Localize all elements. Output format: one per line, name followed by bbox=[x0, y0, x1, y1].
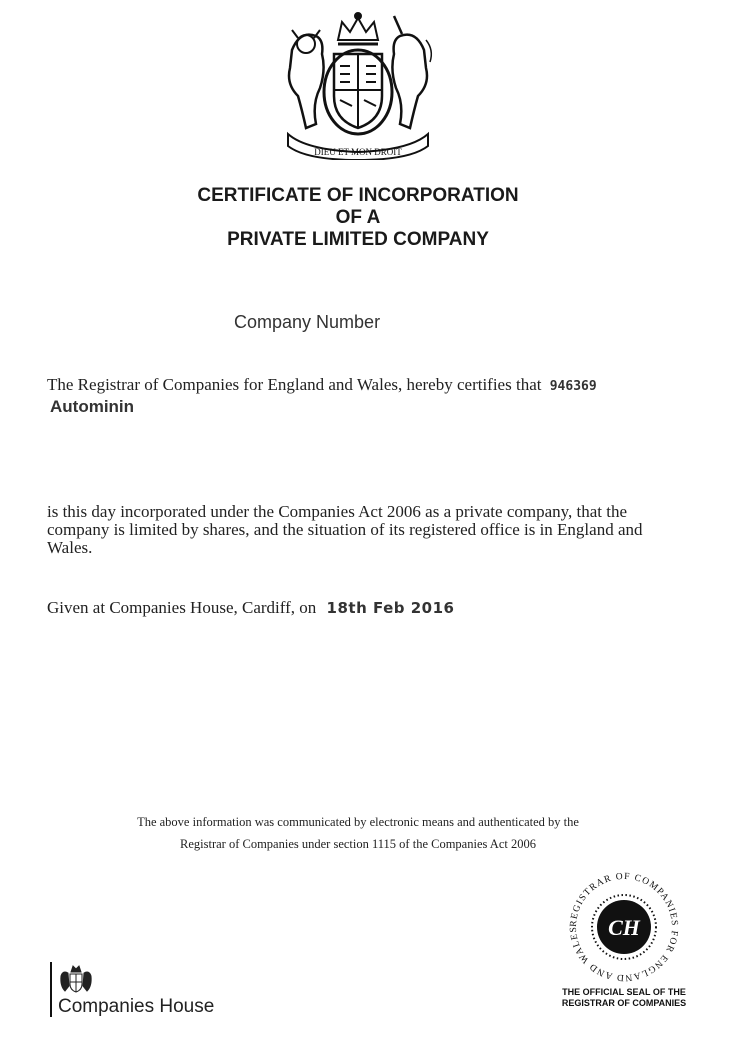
royal-coat-of-arms-icon bbox=[276, 10, 440, 160]
seal-caption bbox=[530, 987, 718, 1009]
company-name: Autominin bbox=[50, 397, 135, 416]
crest-motto: DIEU ET MON DROIT bbox=[314, 147, 402, 157]
certificate-title-line-3: PRIVATE LIMITED COMPANY bbox=[227, 229, 489, 250]
company-number-label: Company Number bbox=[234, 312, 381, 332]
authentication-note-line-1: The above information was communicated by electronic means and authenticated by the bbox=[137, 815, 579, 829]
certificate-title-line-2: OF A bbox=[335, 207, 381, 228]
companies-house-brand-name: Companies House bbox=[58, 996, 215, 1017]
registrar-official-seal-icon bbox=[563, 868, 685, 986]
seal-caption-line-2: REGISTRAR OF COMPANIES bbox=[561, 998, 687, 1008]
incorporation-statement: is this day incorporated under the Companies Act 2006 as a private company, that the company is limited by shares, and the situation of its registered office is in England and Wales. bbox=[47, 502, 643, 557]
company-number-value: 946369 bbox=[549, 379, 597, 394]
royal-crest-icon bbox=[57, 964, 95, 994]
seal-caption-line-1: THE OFFICIAL SEAL OF THE bbox=[562, 987, 686, 997]
incorporation-date: 18th Feb 2016 bbox=[326, 599, 455, 617]
given-at-text: Given at Companies House, Cardiff, on bbox=[47, 598, 317, 617]
authentication-note-line-2: Registrar of Companies under section 1115 of the Companies Act 2006 bbox=[180, 837, 536, 851]
seal-ring-text: REGISTRAR OF COMPANIES FOR ENGLAND AND WALES bbox=[568, 871, 680, 983]
seal-monogram: CH bbox=[608, 915, 640, 940]
certificate-title-line-1: CERTIFICATE OF INCORPORATION bbox=[197, 185, 519, 206]
logo-divider bbox=[50, 962, 52, 1017]
given-at-statement bbox=[47, 598, 455, 618]
certification-statement bbox=[47, 375, 597, 395]
certification-text: The Registrar of Companies for England and Wales, hereby certifies that bbox=[47, 375, 542, 394]
